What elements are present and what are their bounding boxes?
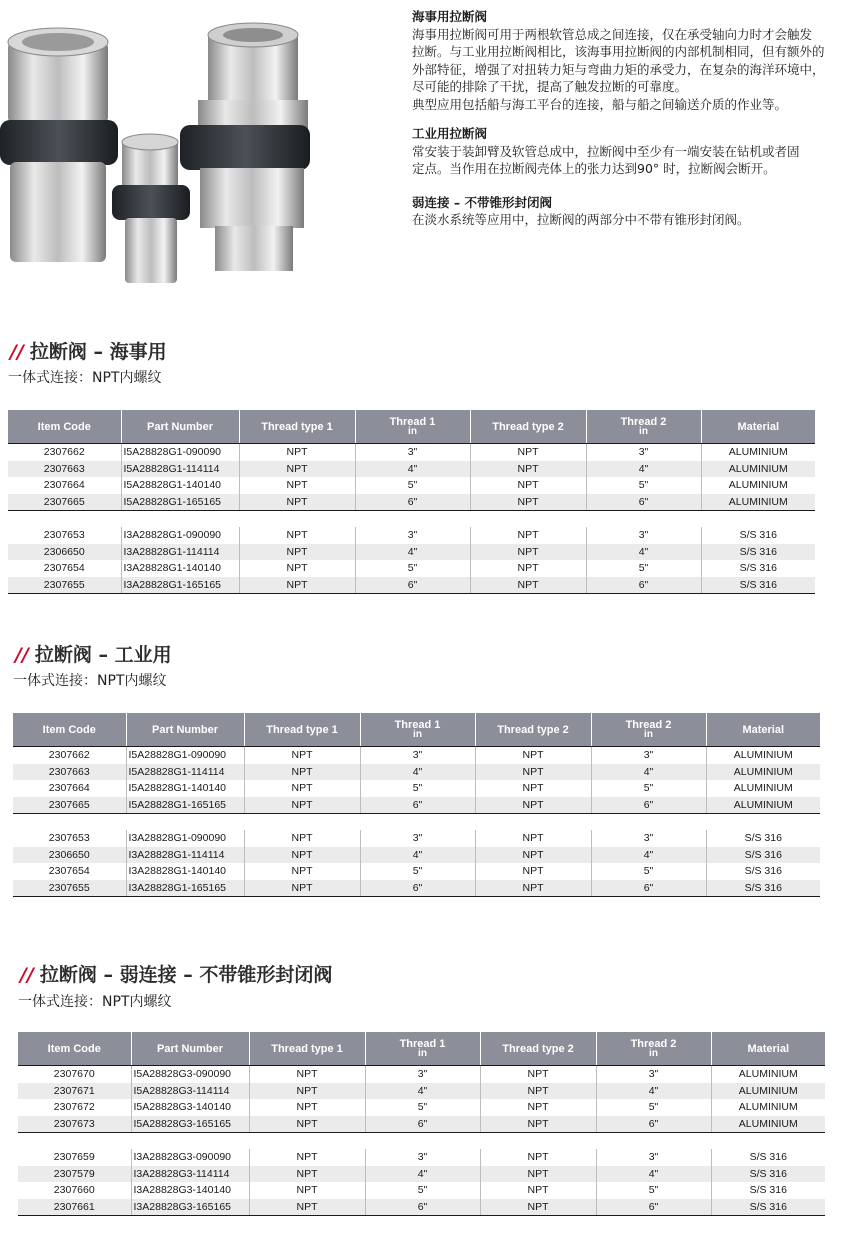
cell-thread-type-2: NPT	[480, 1083, 596, 1100]
cell-thread-2: 5"	[596, 1099, 711, 1116]
group-spacer	[18, 1133, 825, 1150]
cell-part-number: I3A28828G1-090090	[121, 527, 239, 544]
cell-material: ALUMINIUM	[706, 797, 820, 814]
cell-thread-type-2: NPT	[470, 544, 586, 561]
cell-part-number: I3A28828G1-165165	[121, 577, 239, 594]
cell-item-code: 2307663	[13, 764, 126, 781]
cell-material: ALUMINIUM	[711, 1099, 825, 1116]
cell-thread-1: 4"	[355, 544, 470, 561]
cell-part-number: I3A28828G3-140140	[131, 1182, 249, 1199]
table-row	[13, 797, 820, 814]
cell-thread-type-2: NPT	[470, 560, 586, 577]
table-row	[18, 1099, 825, 1116]
cell-thread-type-2: NPT	[475, 747, 591, 764]
header-label: Thread 2	[625, 718, 672, 731]
section-subtitle: 一体式连接：NPT内螺纹	[8, 370, 162, 386]
cell-item-code: 2307662	[48, 749, 90, 761]
table-row	[18, 1199, 825, 1216]
cell-thread-type-2: NPT	[470, 477, 586, 494]
header-thread-2	[596, 1032, 711, 1066]
cell-thread-2: 4"	[596, 1166, 711, 1183]
cell-thread-1: 6"	[360, 797, 475, 814]
cell-thread-type-1: NPT	[244, 747, 360, 764]
header-label: Part Number	[151, 723, 219, 736]
intro-line: 海事用拉断阀可用于两根软管总成之间连接，仅在承受轴向力时才会触发	[412, 26, 813, 42]
cell-item-code: 2307655	[8, 577, 121, 594]
cell-part-number: I3A28828G1-114114	[121, 544, 239, 561]
cell-part-number: I3A28828G1-165165	[126, 880, 244, 897]
cell-material: S/S 316	[706, 880, 820, 897]
header-thread-type-2	[475, 713, 591, 747]
cell-part-number: I5A28828G1-114114	[121, 461, 239, 478]
cell-material: ALUMINIUM	[701, 444, 815, 461]
cell-thread-type-1: NPT	[239, 577, 355, 594]
cell-thread-type-1: NPT	[249, 1083, 365, 1100]
cell-part-number: I3A28828G1-114114	[126, 847, 244, 864]
cell-thread-2: 5"	[596, 1182, 711, 1199]
intro-heading: 弱连接 – 不带锥形封闭阀	[412, 194, 552, 210]
header-label: Thread type 2	[502, 1042, 574, 1055]
section-title-text: 拉断阀 – 工业用	[34, 644, 172, 666]
header-unit: in	[644, 728, 653, 740]
section-title-text: 拉断阀 – 海事用	[29, 341, 167, 363]
header-item-code	[13, 713, 126, 747]
intro-marine	[412, 8, 862, 113]
cell-thread-2: 3"	[586, 527, 701, 544]
cell-thread-type-1: NPT	[249, 1149, 365, 1166]
table-row	[8, 527, 815, 544]
header-unit: in	[413, 728, 422, 740]
cell-thread-type-2: NPT	[480, 1066, 596, 1083]
intro-heading: 海事用拉断阀	[412, 9, 488, 24]
header-label: Thread 1	[399, 1037, 446, 1050]
section-title-text: 拉断阀 – 弱连接 – 不带锥形封闭阀	[39, 964, 333, 986]
cell-thread-1: 5"	[355, 560, 470, 577]
cell-thread-type-1: NPT	[244, 880, 360, 897]
cell-material: S/S 316	[711, 1166, 825, 1183]
intro-line: 外部特征，增强了对扭转力矩与弯曲力矩的承受力，在复杂的海洋环境中，	[412, 61, 825, 77]
cell-material: S/S 316	[701, 527, 815, 544]
cell-material: ALUMINIUM	[711, 1083, 825, 1100]
table-row	[13, 830, 820, 847]
cell-thread-type-1: NPT	[239, 527, 355, 544]
cell-thread-2: 4"	[586, 461, 701, 478]
intro-weak-link	[412, 194, 862, 229]
cell-thread-2: 6"	[591, 880, 706, 897]
cell-item-code: 2307654	[43, 562, 85, 574]
header-unit: in	[408, 425, 417, 437]
table-row	[8, 444, 815, 461]
intro-line: 尽可能的排除了干扰，提高了触发拉断的可靠度。	[412, 79, 688, 94]
cell-part-number: I5A28828G1-165165	[121, 494, 239, 511]
header-part-number	[131, 1032, 249, 1066]
group-spacer	[8, 511, 815, 528]
cell-thread-2: 6"	[586, 577, 701, 594]
cell-material: S/S 316	[701, 560, 815, 577]
header-label: Item Code	[47, 1042, 101, 1055]
spec-table	[18, 1032, 825, 1216]
table-row	[13, 880, 820, 897]
cell-item-code: 2307664	[48, 782, 90, 794]
table-row	[8, 560, 815, 577]
table-row	[8, 477, 815, 494]
cell-material: ALUMINIUM	[706, 764, 820, 781]
cell-thread-1: 3"	[355, 527, 470, 544]
cell-thread-1: 3"	[360, 830, 475, 847]
cell-item-code: 2307665	[13, 797, 126, 814]
cell-thread-1: 3"	[365, 1066, 480, 1083]
cell-thread-type-2: NPT	[470, 577, 586, 594]
cell-thread-type-2: NPT	[475, 847, 591, 864]
cell-thread-type-1: NPT	[244, 847, 360, 864]
cell-item-code: 2307662	[43, 446, 85, 458]
header-thread-1	[355, 410, 470, 444]
cell-thread-type-2: NPT	[475, 764, 591, 781]
cell-thread-1: 6"	[360, 880, 475, 897]
cell-item-code: 2307661	[18, 1199, 131, 1216]
header-label: Part Number	[146, 420, 214, 433]
cell-item-code: 2307659	[53, 1151, 95, 1163]
table-row	[13, 780, 820, 797]
cell-material: ALUMINIUM	[706, 780, 820, 797]
cell-thread-type-1: NPT	[249, 1166, 365, 1183]
cell-thread-1: 3"	[355, 444, 470, 461]
cell-thread-2: 6"	[596, 1116, 711, 1133]
table-row	[8, 577, 815, 594]
cell-thread-1: 5"	[360, 863, 475, 880]
cell-thread-1: 4"	[365, 1166, 480, 1183]
cell-thread-type-1: NPT	[239, 444, 355, 461]
header-material	[706, 713, 820, 747]
header-thread-type-1	[239, 410, 355, 444]
cell-material: ALUMINIUM	[701, 461, 815, 478]
table-header-row	[13, 713, 820, 747]
section-subtitle: 一体式连接：NPT内螺纹	[18, 994, 172, 1010]
cell-item-code: 2307672	[53, 1101, 95, 1113]
table-row	[18, 1083, 825, 1100]
cell-item-code: 2307663	[8, 461, 121, 478]
header-label: Thread 2	[630, 1037, 677, 1050]
cell-part-number: I5A28828G3-090090	[131, 1066, 249, 1083]
cell-thread-2: 4"	[586, 544, 701, 561]
spec-table	[13, 713, 820, 897]
cell-thread-2: 3"	[586, 444, 701, 461]
spec-table	[8, 410, 815, 594]
header-unit: in	[639, 425, 648, 437]
table-row	[18, 1166, 825, 1183]
cell-thread-type-1: NPT	[244, 797, 360, 814]
cell-thread-type-2: NPT	[480, 1182, 596, 1199]
cell-thread-1: 4"	[360, 847, 475, 864]
cell-item-code: 2307660	[53, 1184, 95, 1196]
cell-part-number: I5A28828G3-140140	[131, 1099, 249, 1116]
table-row	[18, 1182, 825, 1199]
cell-item-code: 2307670	[53, 1068, 95, 1080]
cell-thread-1: 4"	[365, 1083, 480, 1100]
cell-thread-1: 6"	[355, 494, 470, 511]
cell-item-code: 2307671	[18, 1083, 131, 1100]
cell-thread-2: 6"	[586, 494, 701, 511]
cell-thread-2: 6"	[591, 797, 706, 814]
cell-part-number: I5A28828G1-090090	[126, 747, 244, 764]
intro-industrial	[412, 125, 862, 178]
header-item-code	[8, 410, 121, 444]
cell-part-number: I3A28828G1-090090	[126, 830, 244, 847]
section-title	[20, 960, 332, 987]
cell-material: S/S 316	[706, 830, 820, 847]
header-label: Thread type 1	[266, 723, 338, 736]
cell-part-number: I5A28828G1-140140	[121, 477, 239, 494]
cell-thread-type-1: NPT	[244, 830, 360, 847]
cell-thread-1: 6"	[365, 1116, 480, 1133]
table-row	[8, 494, 815, 511]
header-label: Thread type 1	[271, 1042, 343, 1055]
cell-thread-1: 5"	[365, 1099, 480, 1116]
cell-thread-type-1: NPT	[239, 477, 355, 494]
cell-thread-2: 3"	[591, 747, 706, 764]
cell-thread-2: 4"	[591, 847, 706, 864]
header-thread-2	[586, 410, 701, 444]
table-row	[18, 1116, 825, 1133]
cell-thread-1: 4"	[355, 461, 470, 478]
cell-thread-type-2: NPT	[475, 797, 591, 814]
header-thread-type-1	[249, 1032, 365, 1066]
cell-thread-1: 5"	[360, 780, 475, 797]
header-thread-type-2	[470, 410, 586, 444]
header-label: Thread 1	[394, 718, 441, 731]
cell-thread-1: 3"	[360, 747, 475, 764]
table-row	[13, 764, 820, 781]
table-row	[8, 461, 815, 478]
cell-thread-type-2: NPT	[470, 494, 586, 511]
cell-thread-type-1: NPT	[239, 461, 355, 478]
table-row	[13, 863, 820, 880]
cell-thread-type-2: NPT	[475, 830, 591, 847]
cell-material: S/S 316	[706, 863, 820, 880]
cell-material: S/S 316	[711, 1149, 825, 1166]
group-spacer	[13, 814, 820, 831]
cell-item-code: 2307654	[48, 865, 90, 877]
section-slash: //	[15, 644, 29, 666]
table-row	[13, 747, 820, 764]
header-thread-type-1	[244, 713, 360, 747]
cell-thread-type-1: NPT	[249, 1116, 365, 1133]
cell-thread-type-2: NPT	[470, 527, 586, 544]
cell-thread-type-2: NPT	[470, 444, 586, 461]
header-label: Material	[742, 723, 785, 736]
cell-thread-type-1: NPT	[239, 560, 355, 577]
cell-material: S/S 316	[706, 847, 820, 864]
cell-material: S/S 316	[711, 1182, 825, 1199]
section-subtitle: 一体式连接：NPT内螺纹	[13, 673, 167, 689]
cell-thread-type-1: NPT	[244, 780, 360, 797]
cell-item-code: 2307655	[13, 880, 126, 897]
header-label: Thread 2	[620, 415, 667, 428]
cell-thread-1: 4"	[360, 764, 475, 781]
cell-thread-1: 6"	[365, 1199, 480, 1216]
cell-part-number: I5A28828G3-165165	[131, 1116, 249, 1133]
cell-thread-type-1: NPT	[249, 1099, 365, 1116]
cell-thread-2: 4"	[591, 764, 706, 781]
header-part-number	[126, 713, 244, 747]
cell-thread-type-1: NPT	[239, 494, 355, 511]
cell-thread-2: 4"	[596, 1083, 711, 1100]
cell-thread-2: 5"	[586, 560, 701, 577]
cell-thread-type-1: NPT	[249, 1199, 365, 1216]
cell-material: S/S 316	[701, 544, 815, 561]
cell-item-code: 2307653	[43, 529, 85, 541]
section-title	[10, 337, 167, 364]
cell-part-number: I3A28828G3-090090	[131, 1149, 249, 1166]
cell-thread-2: 3"	[596, 1149, 711, 1166]
cell-thread-type-2: NPT	[480, 1149, 596, 1166]
cell-thread-2: 5"	[591, 780, 706, 797]
cell-part-number: I3A28828G1-140140	[121, 560, 239, 577]
header-label: Thread type 2	[497, 723, 569, 736]
header-label: Thread type 1	[261, 420, 333, 433]
cell-thread-1: 5"	[365, 1182, 480, 1199]
cell-thread-2: 3"	[596, 1066, 711, 1083]
table-row	[18, 1149, 825, 1166]
cell-part-number: I5A28828G1-140140	[126, 780, 244, 797]
intro-line: 常安装于装卸臂及软管总成中，拉断阀中至少有一端安装在钻机或者固	[412, 143, 800, 159]
header-thread-type-2	[480, 1032, 596, 1066]
table-header-row	[18, 1032, 825, 1066]
header-unit: in	[418, 1047, 427, 1059]
header-thread-1	[360, 713, 475, 747]
cell-thread-2: 5"	[586, 477, 701, 494]
cell-item-code: 2307664	[43, 479, 85, 491]
cell-thread-type-2: NPT	[475, 780, 591, 797]
cell-thread-2: 6"	[596, 1199, 711, 1216]
intro-line: 定点。当作用在拉断阀壳体上的张力达到90° 时，拉断阀会断开。	[412, 161, 776, 176]
cell-thread-type-1: NPT	[249, 1066, 365, 1083]
intro-line: 典型应用包括船与海工平台的连接，船与船之间输送介质的作业等。	[412, 96, 788, 112]
cell-part-number: I3A28828G3-165165	[131, 1199, 249, 1216]
section-title	[15, 640, 172, 667]
intro-heading: 工业用拉断阀	[412, 126, 488, 141]
cell-thread-type-1: NPT	[244, 764, 360, 781]
cell-material: ALUMINIUM	[711, 1116, 825, 1133]
cell-thread-type-2: NPT	[480, 1199, 596, 1216]
cell-material: ALUMINIUM	[706, 747, 820, 764]
cell-thread-type-1: NPT	[244, 863, 360, 880]
cell-thread-2: 5"	[591, 863, 706, 880]
header-material	[701, 410, 815, 444]
header-label: Item Code	[42, 723, 96, 736]
cell-material: ALUMINIUM	[701, 494, 815, 511]
header-thread-1	[365, 1032, 480, 1066]
cell-item-code: 2306650	[13, 847, 126, 864]
intro-line: 拉断。与工业用拉断阀相比，该海事用拉断阀的内部机制相同，但有额外的	[412, 44, 825, 59]
header-label: Material	[737, 420, 780, 433]
cell-material: S/S 316	[711, 1199, 825, 1216]
cell-thread-type-1: NPT	[239, 544, 355, 561]
cell-part-number: I5A28828G1-114114	[126, 764, 244, 781]
cell-part-number: I5A28828G1-165165	[126, 797, 244, 814]
cell-part-number: I5A28828G1-090090	[121, 444, 239, 461]
cell-item-code: 2306650	[8, 544, 121, 561]
cell-material: ALUMINIUM	[701, 477, 815, 494]
header-label: Material	[747, 1042, 790, 1055]
header-label: Thread type 2	[492, 420, 564, 433]
header-item-code	[18, 1032, 131, 1066]
cell-item-code: 2307653	[48, 832, 90, 844]
cell-thread-1: 6"	[355, 577, 470, 594]
table-row	[18, 1066, 825, 1083]
header-material	[711, 1032, 825, 1066]
table-row	[8, 544, 815, 561]
cell-thread-type-2: NPT	[475, 880, 591, 897]
cell-part-number: I3A28828G3-114114	[131, 1166, 249, 1183]
cell-part-number: I3A28828G1-140140	[126, 863, 244, 880]
cell-item-code: 2307665	[8, 494, 121, 511]
intro-text	[412, 8, 862, 241]
cell-thread-type-2: NPT	[480, 1116, 596, 1133]
cell-thread-type-2: NPT	[470, 461, 586, 478]
cell-thread-type-1: NPT	[249, 1182, 365, 1199]
header-part-number	[121, 410, 239, 444]
cell-thread-type-2: NPT	[480, 1166, 596, 1183]
cell-part-number: I5A28828G3-114114	[131, 1083, 249, 1100]
table-row	[13, 847, 820, 864]
cell-thread-type-2: NPT	[480, 1099, 596, 1116]
header-label: Thread 1	[389, 415, 436, 428]
section-slash: //	[10, 341, 24, 363]
cell-item-code: 2307579	[18, 1166, 131, 1183]
cell-thread-1: 5"	[355, 477, 470, 494]
cell-thread-1: 3"	[365, 1149, 480, 1166]
cell-item-code: 2307673	[18, 1116, 131, 1133]
cell-thread-2: 3"	[591, 830, 706, 847]
header-thread-2	[591, 713, 706, 747]
table-header-row	[8, 410, 815, 444]
cell-thread-type-2: NPT	[475, 863, 591, 880]
header-unit: in	[649, 1047, 658, 1059]
cell-material: S/S 316	[701, 577, 815, 594]
intro-line: 在淡水系统等应用中，拉断阀的两部分中不带有锥形封闭阀。	[412, 212, 750, 227]
product-photo	[0, 0, 310, 300]
header-label: Part Number	[156, 1042, 224, 1055]
section-slash: //	[20, 964, 34, 986]
header-label: Item Code	[37, 420, 91, 433]
cell-material: ALUMINIUM	[711, 1066, 825, 1083]
